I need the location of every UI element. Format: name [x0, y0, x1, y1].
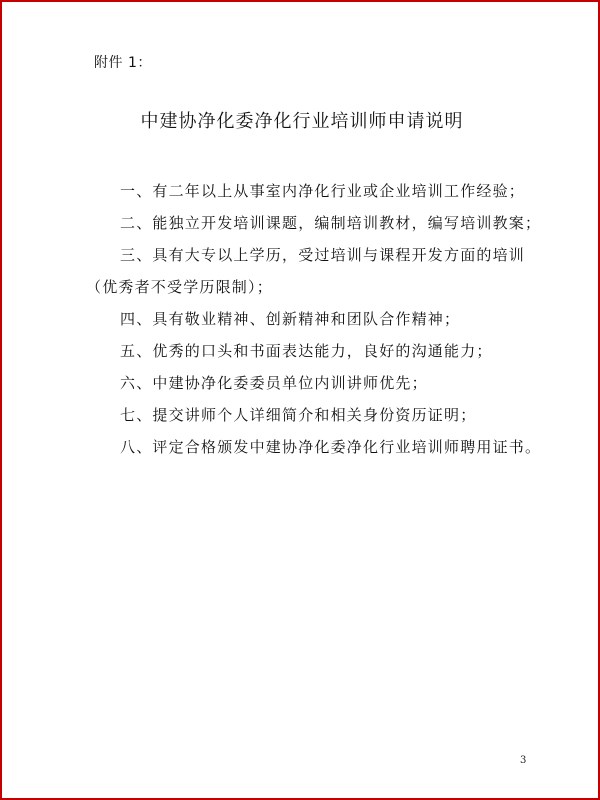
requirement-3-continuation: （优秀者不受学历限制）；: [86, 278, 273, 296]
requirement-3: 三、具有大专以上学历，受过培训与课程开发方面的培训: [120, 246, 526, 264]
requirement-2: 二、能独立开发培训课题，编制培训教材，编写培训教案；: [120, 214, 542, 232]
document-page: [6, 6, 598, 798]
requirement-1: 一、有二年以上从事室内净化行业或企业培训工作经验；: [120, 182, 526, 200]
requirement-6: 六、中建协净化委委员单位内训讲师优先；: [120, 374, 428, 392]
document-title: 中建协净化委净化行业培训师申请说明: [140, 111, 464, 132]
attachment-label: 附件 1：: [94, 55, 152, 71]
requirement-7: 七、提交讲师个人详细简介和相关身份资历证明；: [120, 406, 477, 424]
page-number: 3: [520, 755, 527, 766]
requirement-4: 四、具有敬业精神、创新精神和团队合作精神；: [120, 310, 461, 328]
requirement-5: 五、优秀的口头和书面表达能力，良好的沟通能力；: [120, 342, 493, 360]
requirement-8: 八、评定合格颁发中建协净化委净化行业培训师聘用证书。: [120, 438, 542, 456]
